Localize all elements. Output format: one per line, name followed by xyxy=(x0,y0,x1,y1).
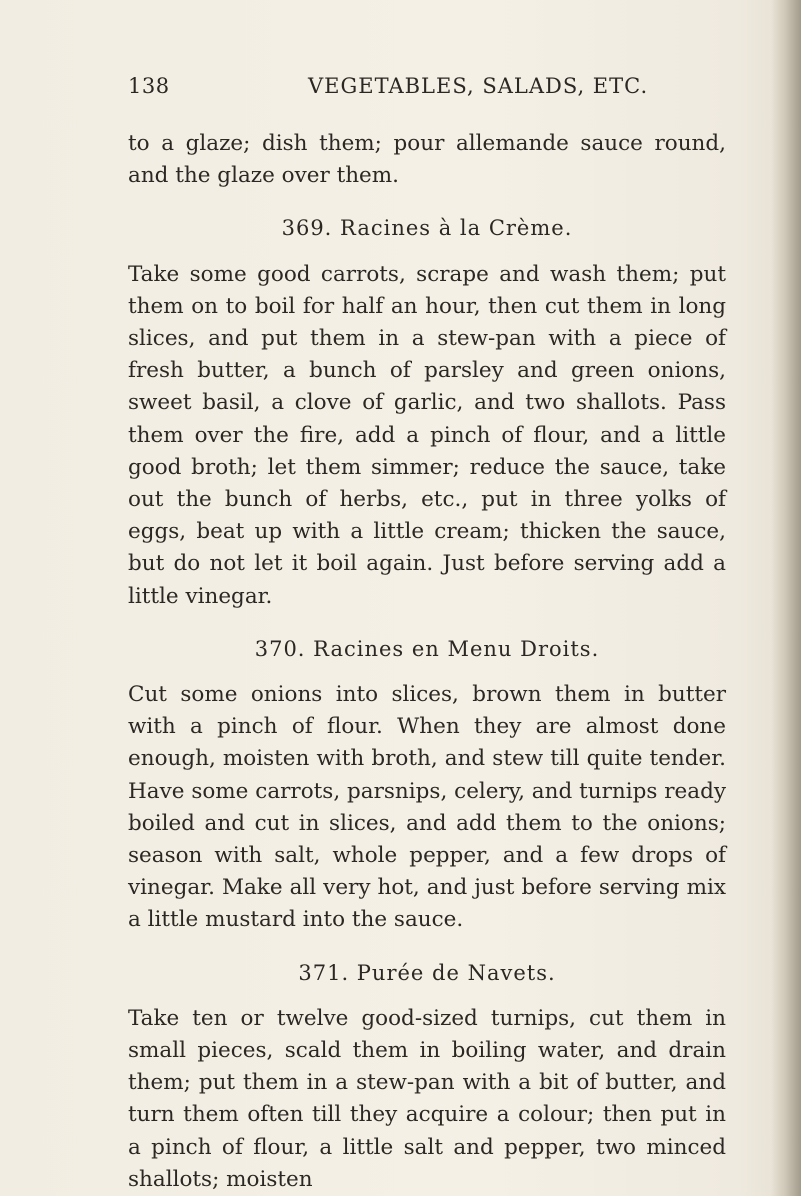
recipe-body-369: Take some good carrots, scrape and wash them; put them on to boil for half an hour, then cut them in long slices, and put them in a stew-pan with a piece of fresh butter, a bunch of parsley and green onions, sweet basil, a clove of garlic, and two shallots. Pass them over the fire, add a pinch of flour, and a little good broth; let them simmer; reduce the sauce, take out the bunch of herbs, etc., put in three yolks of eggs, beat up with a little cream; thicken the sauce, but do not let it boil again. Just before serving add a little vinegar. xyxy=(128,261,726,609)
page-edge-shadow xyxy=(771,0,801,1196)
recipe-title-371: 371. Purée de Navets. xyxy=(298,960,556,985)
recipe-title-370: 370. Racines en Menu Droits. xyxy=(254,636,600,661)
page-body xyxy=(128,128,726,1196)
recipe-body-371: Take ten or twelve good-sized turnips, cut them in small pieces, scald them in boiling water, and drain them; put them in a stew-pan with a bit of butter, and turn them often till they acquire a colour; then put in a pinch of flour, a little salt and pepper, two minced shallots; moisten xyxy=(128,1005,726,1192)
page-header xyxy=(128,74,728,108)
recipe-body-370: Cut some onions into slices, brown them in butter with a pinch of flour. When they are almost done enough, moisten with broth, and stew till quite tender. Have some carrots, parsnips, celery, and turnips ready boiled and cut in slices, and add them to the onions; season with salt, whole pepper, and a few drops of vinegar. Make all very hot, and just before serving mix a little mustard into the sauce. xyxy=(128,682,726,933)
paragraph-continuation: to a glaze; dish them; pour allemande sauce round, and the glaze over them. xyxy=(128,131,726,189)
page-number: 138 xyxy=(128,74,170,98)
recipe-title-369: 369. Racines à la Crème. xyxy=(281,216,573,241)
running-head: VEGETABLES, SALADS, ETC. xyxy=(308,74,649,98)
